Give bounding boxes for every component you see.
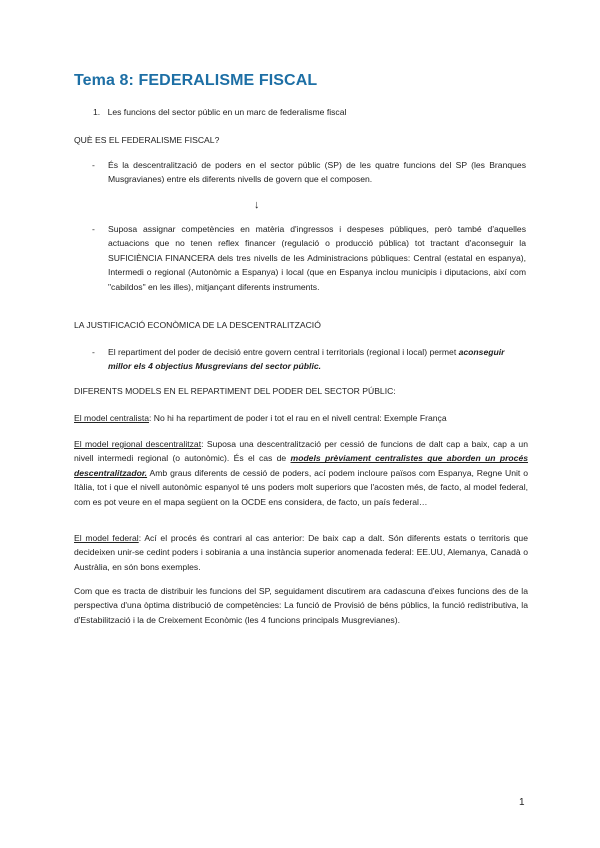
model-federal-paragraph xyxy=(74,531,528,574)
bullet-paragraph-2: Suposa assignar competències en matèria d'ingressos i despeses públiques, però també d'aquelles actuacions que no tenen reflex financer (regulació o producció pública) tot tractant d'aconseguir la SUFICIÈNCIA FINANCERA dels tres nivells de les Administracions públiques: Central (estatal en espanya), Intermedi o regional (Autonòmic a Espanya) i local (que en Espanya inclou municipis i diputacions, així com "cabildos" en les illes), mitjançant diferents instruments. xyxy=(108,224,526,292)
list-number: 1. xyxy=(93,107,101,117)
section-heading-models: DIFERENTS MODELS EN EL REPARTIMENT DEL PODER DEL SECTOR PÚBLIC: xyxy=(74,386,396,396)
model-centralist-label: El model centralista xyxy=(74,413,149,423)
closing-paragraph: Com que es tracta de distribuir les funcions del SP, seguidament discutirem ara cadascuna d'eixes funcions des de la perspectiva d'una òptima distribució de competències: La funció de Provisió de béns públics, la funció redistributiva, la d'Estabilització i la de Creixement Econòmic (les 4 funcions principals Musgrevianes). xyxy=(74,586,528,625)
page-title: Tema 8: FEDERALISME FISCAL xyxy=(74,72,318,89)
model-federal-label: El model federal xyxy=(74,533,139,543)
down-arrow-icon: ↓ xyxy=(254,199,260,211)
model-centralist-text: : No hi ha repartiment de poder i tot el rau en el nivell central: Exemple França xyxy=(149,413,447,423)
section-heading-justification: LA JUSTIFICACIÓ ECONÒMICA DE LA DESCENTRALITZACIÓ xyxy=(74,320,321,330)
model-centralist-paragraph xyxy=(74,411,528,425)
page-number: 1 xyxy=(519,797,525,808)
model-regional-text-b: Amb graus diferents de cessió de poders, ací podem incloure països com Espanya, Regne Unit o Itàlia, tot i que el nivell autonòmic espanyol té uns poders molt superiors que l'acosten més, de facto, al model federal, com es pot veure en el mapa següent on la OCDE ens considera, de facto, un país federal… xyxy=(74,467,528,507)
bullet-marker: - xyxy=(92,160,95,170)
model-regional-emphasis: models prèviament centralistes que aborden un procés descentralitzador. xyxy=(74,453,529,478)
section-heading-what-is: QUÈ ES EL FEDERALISME FISCAL? xyxy=(74,135,220,145)
model-regional-label: El model regional descentralitzat xyxy=(74,439,202,449)
bullet-paragraph-1: És la descentralització de poders en el sector públic (SP) de les quatre funcions del SP (les Branques Musgravianes) entre els diferents nivells de govern que el composen. xyxy=(108,160,526,185)
bullet-marker: - xyxy=(92,347,95,357)
model-regional-text-a: : Suposa una descentralització per cessió de funcions de dalt cap a baix, cap a un nivell intermedi regional (o autonòmic). És el cas de xyxy=(74,439,528,464)
bullet-marker: - xyxy=(92,224,95,234)
model-regional-paragraph xyxy=(74,437,528,509)
bullet3-emphasis: aconseguir millor els 4 objectius Musgrevians del sector públic. xyxy=(108,347,505,372)
list-item-text: Les funcions del sector públic en un marc de federalisme fiscal xyxy=(107,107,347,117)
bullet3-text: El repartiment del poder de decisió entre govern central i territorials (regional i local) permet xyxy=(108,347,457,357)
bullet-paragraph-3 xyxy=(108,345,528,374)
numbered-list-item xyxy=(93,105,346,119)
model-federal-text: : Ací el procés és contrari al cas anterior: De baix cap a dalt. Són diferents estats o territoris que decideixen unir-se cedint poders i sobirania a una instància superior anomenada federal: EE.UU, Alemanya, Canadà o Austràlia, en són bons exemples. xyxy=(74,533,528,572)
